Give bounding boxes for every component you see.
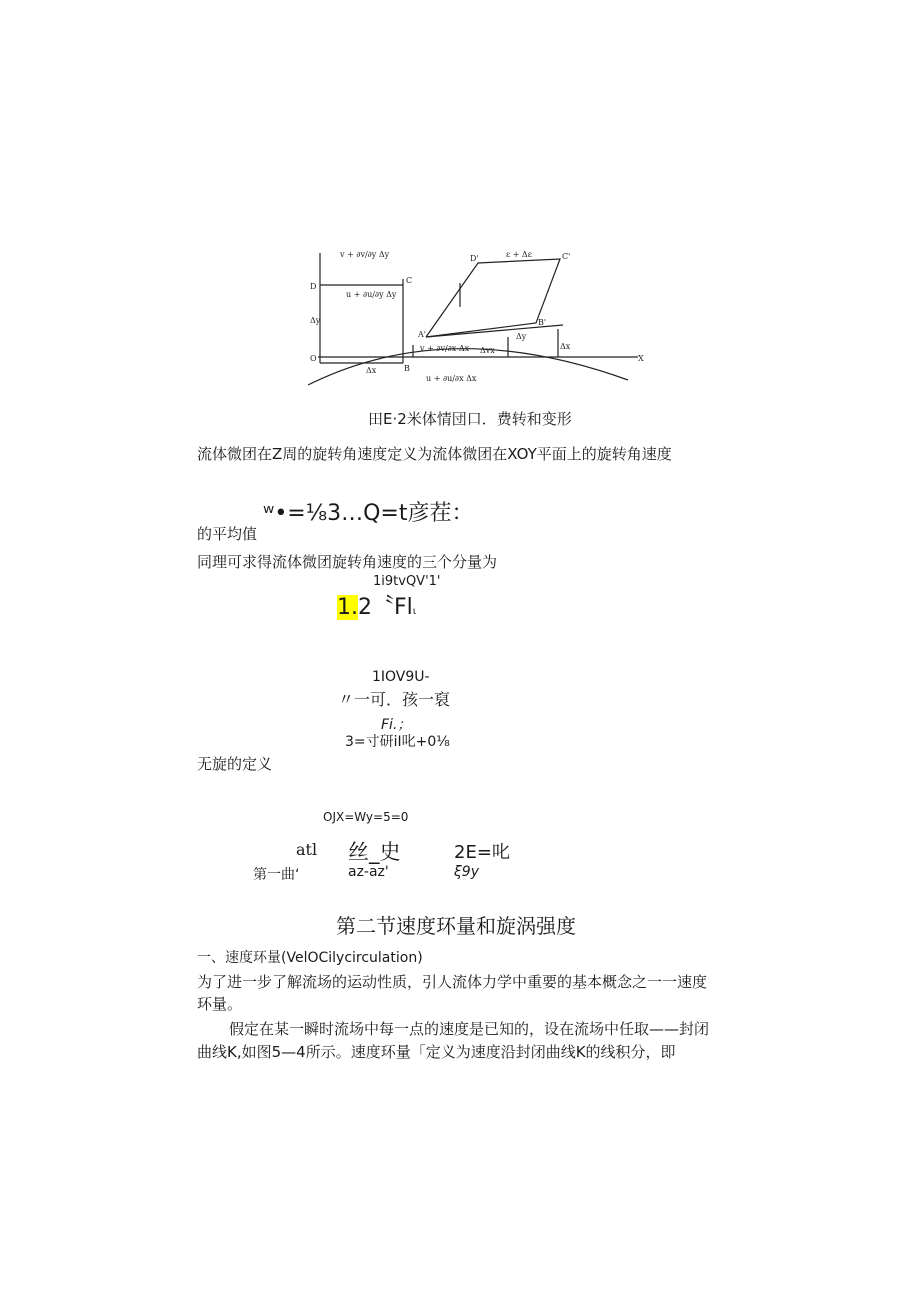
label-top-expr-1: v + ∂v/∂y Δy bbox=[340, 250, 390, 259]
figure-diagram bbox=[308, 245, 648, 395]
paragraph-intro-line1: 为了进一步了解流场的运动性质，引人流体力学中重要的基本概念之一一速度 bbox=[197, 973, 708, 991]
formula-row-a2: 第一曲‘ bbox=[253, 867, 300, 883]
label-bottom-expr: u + ∂u/∂x Δx bbox=[426, 374, 477, 383]
formula-row-b1: 丝_史 bbox=[348, 840, 401, 864]
label-right-a: A' bbox=[418, 330, 426, 339]
formula-row-c2: ξ9y bbox=[454, 864, 479, 880]
formula-omega-y: 〃一可．孩一裒 bbox=[338, 690, 451, 709]
formula-omega-x-top: 1i9tvQV'1' bbox=[373, 574, 441, 589]
label-right-dx: Δx bbox=[560, 342, 571, 351]
label-axis-x: X bbox=[638, 354, 644, 363]
formula-irrotational: OJX=Wy=5=0 bbox=[323, 810, 409, 824]
section-heading: 第二节速度环量和旋涡强度 bbox=[336, 914, 576, 938]
formula-row-a1: atl bbox=[296, 840, 318, 859]
formula-row-b2: az-az' bbox=[348, 864, 389, 880]
figure-caption: 田E·2米体情団口．费转和变形 bbox=[368, 410, 572, 428]
paragraph-irrotational-definition: 无旋的定义 bbox=[197, 755, 273, 773]
paragraph-average: 的平均值 bbox=[197, 525, 258, 543]
label-right-top: ε + Δε bbox=[506, 250, 532, 259]
formula-omega-x bbox=[337, 590, 416, 621]
paragraph-intro-line2: 环量。 bbox=[197, 995, 243, 1013]
subsection-heading: 一、速度环量(VelOCilycirculation) bbox=[197, 950, 423, 966]
paragraph-assume-line1: 假定在某一瞬时流场中每一点的速度是已知的，设在流场中任取——封闭 bbox=[229, 1020, 710, 1038]
formula-omega-x-sub: ι bbox=[412, 606, 417, 617]
label-right-b: B' bbox=[538, 318, 547, 327]
label-right-c: C' bbox=[562, 252, 571, 261]
paragraph-three-components: 同理可求得流体微团旋转角速度的三个分量为 bbox=[197, 553, 498, 571]
label-left-d: D bbox=[310, 282, 317, 291]
formula-omega-x-rest: 2〝Fl bbox=[358, 595, 413, 620]
label-bottom-dx: Δx bbox=[366, 366, 377, 375]
formula-omega-z-top: Fi.； bbox=[381, 717, 412, 733]
label-mid-expr: v + ∂v/∂x Δx bbox=[420, 344, 470, 353]
label-left-c: C bbox=[406, 276, 413, 285]
highlighted-number: 1. bbox=[337, 595, 358, 620]
label-top-expr-2: u + ∂u/∂y Δy bbox=[346, 290, 397, 299]
label-right-dvx: Δvx bbox=[480, 346, 495, 355]
formula-omega-y-top: 1IOV9U- bbox=[372, 669, 430, 685]
label-right-d: D' bbox=[470, 254, 479, 263]
label-right-dy: Δy bbox=[516, 332, 527, 341]
label-left-b: B bbox=[404, 364, 410, 373]
formula-omega-z-2: 3=寸研iI叱+0⅛ bbox=[345, 734, 450, 750]
label-left-o: O bbox=[310, 354, 317, 363]
label-left-dy: Δy bbox=[310, 316, 321, 325]
rotation-deformation-figure bbox=[308, 245, 648, 395]
paragraph-assume-line2: 曲线K,如图5—4所示。速度环量「定义为速度沿封闭曲线K的线积分，即 bbox=[197, 1043, 676, 1061]
formula-omega-z: ʷ•=⅛3…Q=t彦茬： bbox=[263, 501, 474, 526]
formula-row-c1: 2E=叱 bbox=[454, 842, 510, 863]
paragraph-rotation-definition: 流体微团在Z周的旋转角速度定义为流体微团在XOY平面上的旋转角速度 bbox=[197, 445, 672, 463]
